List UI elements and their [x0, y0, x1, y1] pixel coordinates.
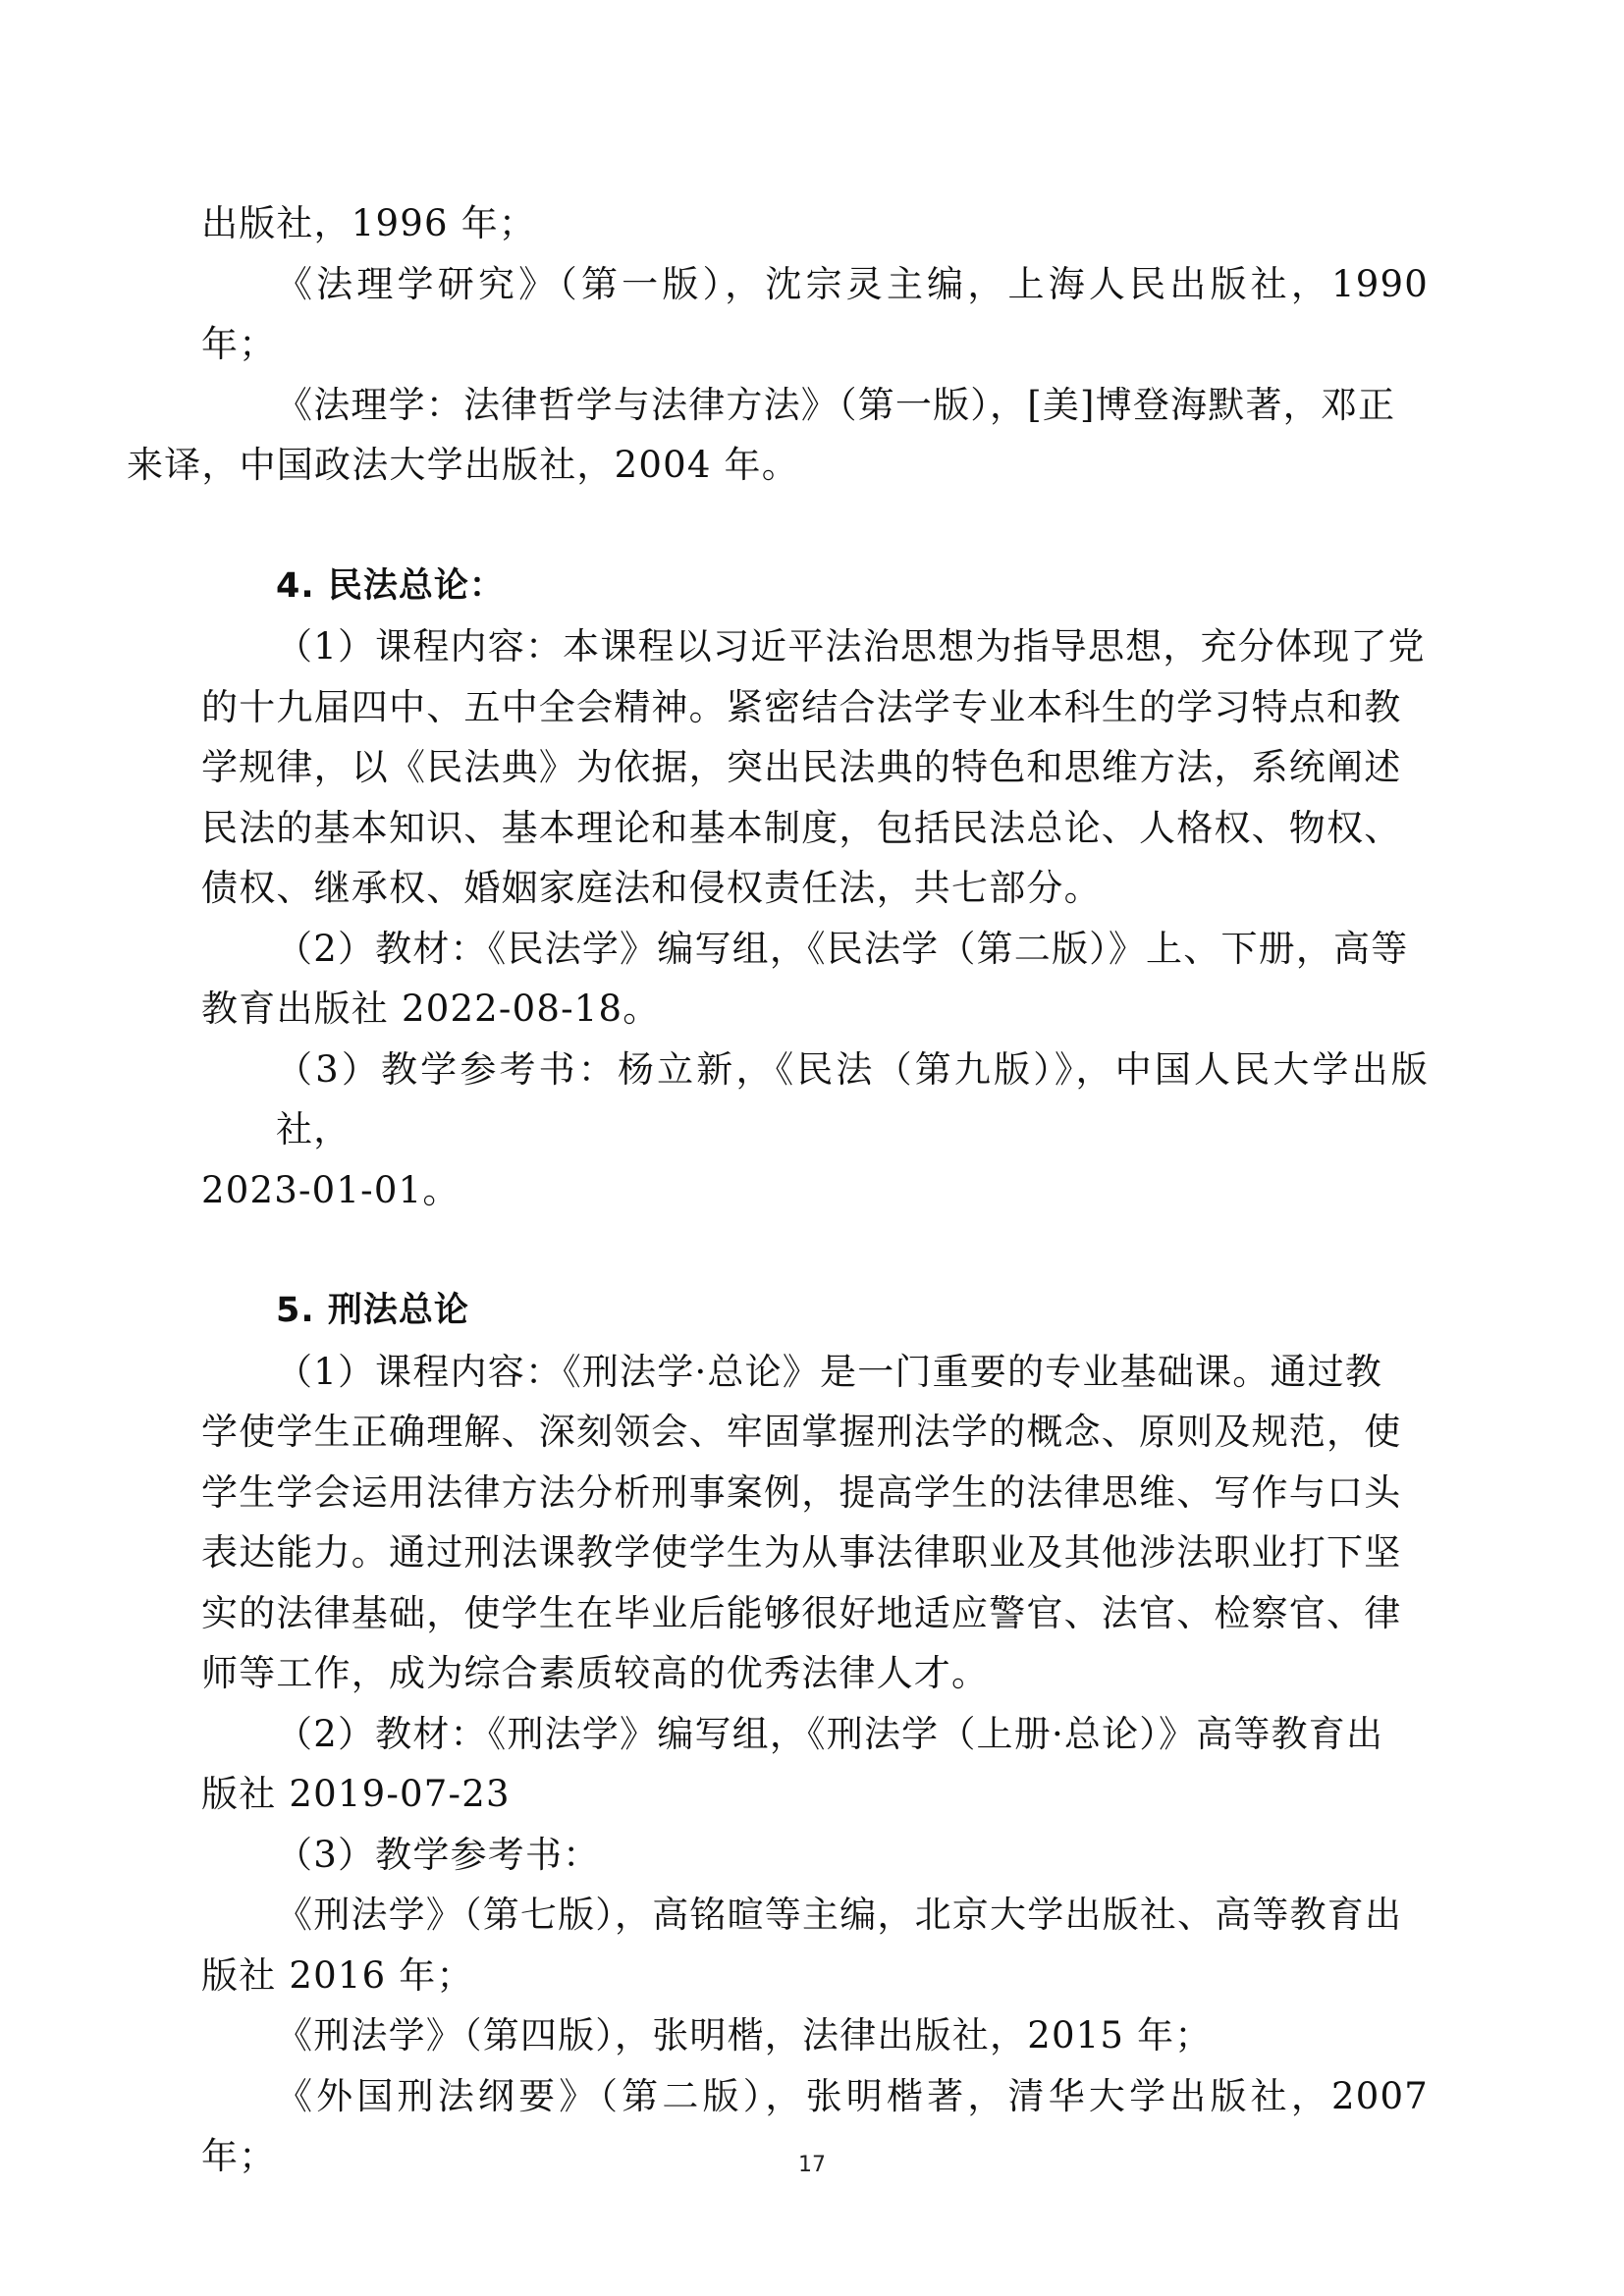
section5-content-line: 表达能力。通过刑法课教学使学生为从事法律职业及其他涉法职业打下坚 — [201, 1531, 1402, 1574]
section3-reference-3-line-1: 《法理学：法律哲学与法律方法》（第一版），[美]博登海默著，邓正 — [276, 383, 1396, 426]
section4-heading: 4. 民法总论： — [276, 565, 505, 606]
section5-reference-1-line: 《刑法学》（第七版），高铭暄等主编，北京大学出版社、高等教育出 — [276, 1894, 1403, 1936]
section4-textbook — [201, 919, 1429, 1040]
section5-textbook-line: 版社 2019-07-23 — [201, 1773, 511, 1815]
section5-course-content — [201, 1342, 1429, 1704]
section5-content-line: 实的法律基础，使学生在毕业后能够很好地适应警官、法官、检察官、律 — [201, 1591, 1402, 1634]
section5-reference-1-line: 版社 2016 年； — [201, 1953, 474, 1997]
section5-content-line: 学生学会运用法律方法分析刑事案例，提高学生的法律思维、写作与口头 — [201, 1470, 1402, 1514]
section3-reference-2: 《法理学研究》（第一版），沈宗灵主编，上海人民出版社，1990 年； — [201, 262, 1429, 365]
section3-reference-3-line-2: 来译，中国政法大学出版社，2004 年。 — [127, 444, 799, 486]
section5-reference-label: （3）教学参考书： — [276, 1833, 601, 1876]
section5-reference-3: 《外国刑法纲要》（第二版），张明楷著，清华大学出版社，2007 年； — [201, 2074, 1429, 2177]
section5-content-line: 师等工作，成为综合素质较高的优秀法律人才。 — [201, 1652, 990, 1694]
section5-reference-1 — [201, 1885, 1429, 2005]
section5-heading: 5. 刑法总论 — [276, 1291, 469, 1330]
section4-content-line: 的十九届四中、五中全会精神。紧密结合法学专业本科生的学习特点和教 — [201, 685, 1402, 728]
section-gap — [201, 1220, 1429, 1281]
section3-reference-3 — [127, 375, 1429, 496]
section5-textbook-line: （2）教材：《刑法学》编写组，《刑法学（上册·总论）》高等教育出 — [276, 1712, 1384, 1755]
section4-content-line: （1）课程内容：本课程以习近平法治思想为指导思想，充分体现了党 — [276, 625, 1426, 667]
page-number: 17 — [798, 2153, 826, 2177]
section4-content-line: 债权、继承权、婚姻家庭法和侵权责任法，共七部分。 — [201, 867, 1102, 909]
section5-content-line: 学使学生正确理解、深刻领会、牢固掌握刑法学的概念、原则及规范，使 — [201, 1411, 1402, 1453]
section5-content-line: （1）课程内容：《刑法学·总论》是一门重要的专业基础课。通过教 — [276, 1350, 1382, 1393]
section4-references — [201, 1040, 1429, 1221]
section4-textbook-line: （2）教材：《民法学》编写组，《民法学（第二版）》上、下册，高等 — [276, 927, 1409, 970]
section5-reference-2: 《刑法学》（第四版），张明楷，法律出版社，2015 年； — [276, 2014, 1213, 2056]
section4-content-line: 民法的基本知识、基本理论和基本制度，包括民法总论、人格权、物权、 — [201, 806, 1402, 849]
section4-course-content — [201, 616, 1429, 919]
section5-textbook — [201, 1704, 1429, 1825]
section-gap — [201, 496, 1429, 557]
section4-reference-line: （3）教学参考书：杨立新，《民法（第九版）》，中国人民大学出版社， — [276, 1047, 1429, 1150]
section4-content-line: 学规律，以《民法典》为依据，突出民法典的特色和思维方法，系统阐述 — [201, 746, 1402, 788]
body-text — [127, 193, 1429, 2187]
section3-continuation: 出版社，1996 年； — [201, 202, 537, 244]
section4-textbook-line: 教育出版社 2022-08-18。 — [201, 988, 661, 1030]
section4-reference-line: 2023-01-01。 — [201, 1168, 460, 1211]
